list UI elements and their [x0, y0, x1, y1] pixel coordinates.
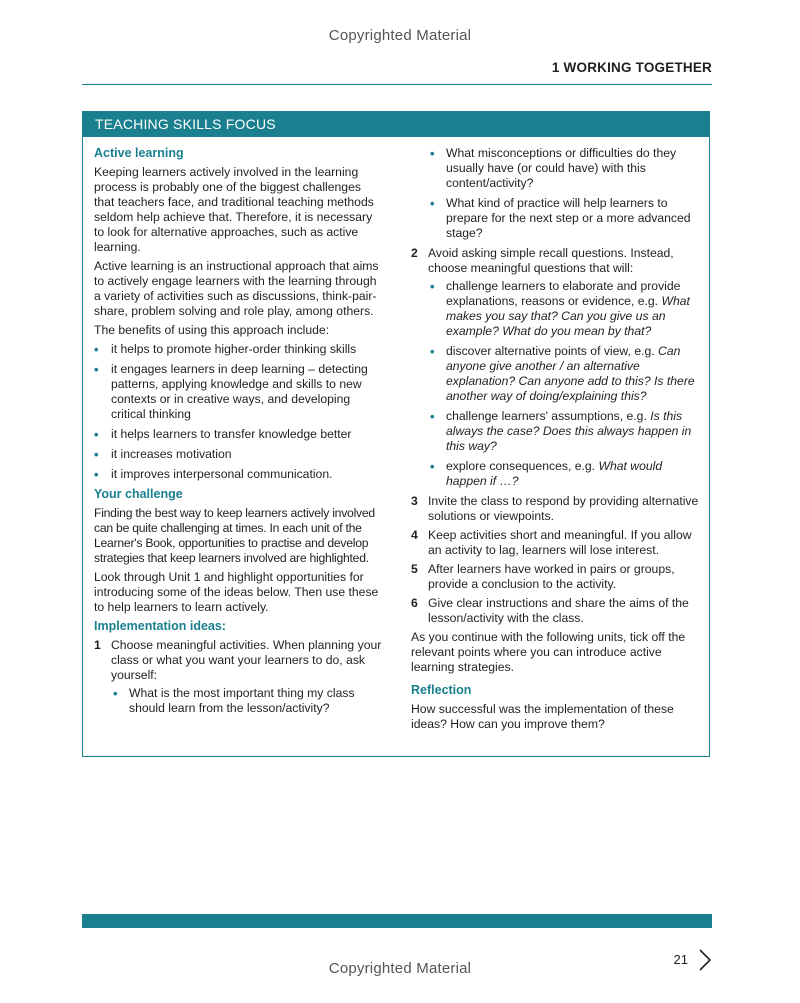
right-column: [411, 146, 701, 736]
list-item: • it helps learners to transfer knowledge better: [94, 427, 384, 442]
item-number: 2: [411, 246, 418, 260]
list-item: [411, 528, 701, 558]
item-number: 4: [411, 528, 418, 542]
list-item: [94, 638, 384, 716]
active-learning-paragraph-2: Active learning is an instructional approach that aims to actively engage learners with the learning through a variety of activities such as discussions, think-pair-share, problem solving and role play, among others.: [94, 259, 379, 318]
benefits-list: [94, 342, 384, 482]
question-example: Is this always the case? Does this always happen in this way?: [446, 409, 692, 453]
list-item: • it engages learners in deep learning – detecting patterns, applying knowledge and skills to new contexts or in creative ways, and developing critical thinking: [94, 362, 384, 422]
list-item: • it helps to promote higher-order thinking skills: [94, 342, 384, 357]
running-head: 1 WORKING TOGETHER: [551, 60, 712, 75]
item-text: Invite the class to respond by providing alternative solutions or viewpoints.: [428, 494, 699, 523]
list-item: [411, 494, 701, 524]
teaching-skills-box: [82, 111, 710, 757]
question-example: What makes you say that? Can you give us an example? What do you mean by that?: [446, 294, 690, 338]
question-text: explore consequences, e.g.: [446, 459, 599, 473]
list-item: [411, 562, 701, 592]
item-text: Keep activities short and meaningful. If you allow an activity to lag, learners will lose interest.: [428, 528, 692, 557]
item-number: 5: [411, 562, 418, 576]
page-number: 21: [673, 952, 688, 967]
list-item: [428, 459, 701, 489]
list-item: [428, 279, 701, 339]
your-challenge-heading: Your challenge: [94, 487, 183, 501]
challenge-paragraph-1: Finding the best way to keep learners actively involved can be quite challenging at times. In each unit of the Learner's Book, opportunities to practise and develop strategies that keep learners involved are highlighted.: [94, 506, 375, 565]
question-example: Can anyone give another / an alternative explanation? Can anyone add to this? Is there another way of doing/explaining this?: [446, 344, 695, 403]
list-item: • it increases motivation: [94, 447, 384, 462]
question-text: challenge learners to elaborate and provide explanations, reasons or evidence, e.g.: [446, 279, 681, 308]
implementation-list-start: [94, 638, 384, 716]
item-text: Choose meaningful activities. When planning your class or what you want your learners to do, ask yourself:: [111, 638, 382, 682]
list-item: [428, 344, 701, 404]
watermark-top: Copyrighted Material: [328, 27, 472, 44]
implementation-list-continued: [411, 246, 701, 626]
item-number: 3: [411, 494, 418, 508]
list-item: [428, 409, 701, 454]
left-column: [94, 146, 384, 721]
question-text: discover alternative points of view, e.g.: [446, 344, 659, 358]
list-item: [411, 246, 701, 489]
watermark-bottom: Copyrighted Material: [328, 960, 472, 977]
box-title: TEACHING SKILLS FOCUS: [83, 112, 709, 137]
challenge-paragraph-2: Look through Unit 1 and highlight opportunities for introducing some of the ideas below. Then use these to help learners to learn actively.: [94, 570, 379, 614]
item-number: 1: [94, 638, 101, 652]
active-learning-paragraph-1: Keeping learners actively involved in the learning process is probably one of the biggest challenges that teachers face, and traditional teaching methods seldom help achieve that. Therefore, it is necessary to look for alternative approaches, such as active learning.: [94, 165, 374, 254]
tick-off-paragraph: As you continue with the following units, tick off the relevant points where you can introduce active learning strategies.: [411, 630, 686, 674]
header-rule: [82, 84, 712, 85]
footer-bar: [82, 914, 712, 928]
list-item: • What is the most important thing my class should learn from the lesson/activity?: [111, 686, 384, 716]
list-item: • What misconceptions or difficulties do they usually have (or could have) with this content/activity?: [428, 146, 701, 191]
item-number: 6: [411, 596, 418, 610]
benefits-intro: The benefits of using this approach include:: [94, 323, 330, 337]
reflection-paragraph: How successful was the implementation of these ideas? How can you improve them?: [411, 702, 674, 731]
item-text: After learners have worked in pairs or groups, provide a conclusion to the activity.: [428, 562, 675, 591]
item-text: Avoid asking simple recall questions. Instead, choose meaningful questions that will:: [428, 246, 674, 275]
sub-list: [111, 686, 384, 716]
question-text: challenge learners' assumptions, e.g.: [446, 409, 651, 423]
item-text: Give clear instructions and share the aims of the lesson/activity with the class.: [428, 596, 689, 625]
sub-list-continued: [428, 146, 701, 241]
list-item: • it improves interpersonal communication.: [94, 467, 384, 482]
reflection-heading: Reflection: [411, 683, 472, 697]
list-item: • What kind of practice will help learners to prepare for the next step or a more advanced stage?: [428, 196, 701, 241]
implementation-heading: Implementation ideas:: [94, 619, 226, 633]
active-learning-heading: Active learning: [94, 146, 184, 160]
question-list: [428, 279, 701, 489]
list-item: [411, 596, 701, 626]
question-example: What would happen if …?: [446, 459, 663, 488]
